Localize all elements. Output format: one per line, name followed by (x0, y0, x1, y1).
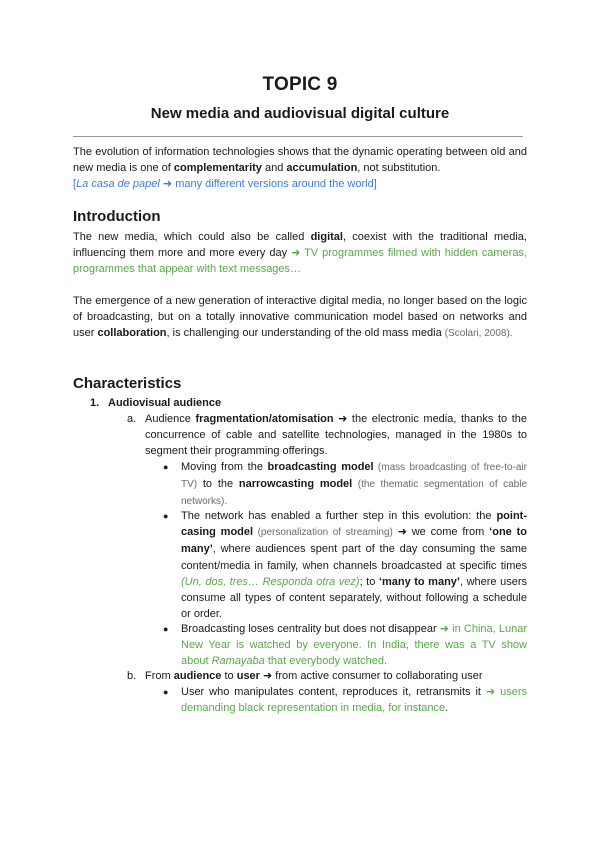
bullet-icon: ● (163, 687, 169, 697)
bold-broadcasting-model: broadcasting model (267, 461, 374, 473)
introduction-paragraph-1 (73, 229, 527, 278)
bullet-text (181, 459, 527, 511)
heading-introduction: Introduction (73, 208, 161, 225)
title-divider (73, 136, 523, 137)
example-bracket: [ (73, 178, 77, 191)
bold-point-casing-model: point-casing model (181, 510, 527, 539)
intro-p2-text: , is challenging our understanding of the old mass media (166, 327, 445, 340)
text: The network has enabled a further step in this evolution: the (181, 510, 497, 522)
intro-p2-bold: collaboration (97, 327, 167, 340)
bold-one-to-many: ‘one to many’ (181, 526, 527, 556)
bullet-icon: ● (163, 511, 169, 521)
text: Moving from the (181, 461, 268, 473)
page-subtitle: New media and audiovisual digital culture (150, 105, 450, 122)
bullet-icon: ● (163, 624, 169, 634)
bold-user: user (236, 670, 260, 682)
aside-text: (the thematic segmentation of cable networks). (181, 479, 528, 508)
example-rest: ➜ many different versions around the world] (159, 178, 377, 191)
text: ➜ the electronic media, thanks to the concurrence of cable and satellite technologies, managed in the 1980s to segment their programming offerings. (145, 413, 527, 458)
text: to the (197, 478, 239, 491)
intro-text: The evolution of information technologies shows that the dynamic operating between old and new media is one of (73, 146, 527, 175)
bullet-icon: ● (163, 462, 169, 472)
intro-paragraph (73, 144, 527, 193)
text: ; to (359, 575, 379, 588)
list-item-label: Audiovisual audience (108, 397, 222, 409)
text: ➜ from active consumer to collaborating user (259, 670, 483, 682)
example-text: that everybody watched. (264, 655, 388, 668)
bold-fragmentation: fragmentation/atomisation (195, 413, 334, 425)
sub-item-b-text (145, 668, 527, 684)
aside-text: (personalization of streaming) (253, 527, 393, 539)
intro-p1-bold: digital (310, 231, 343, 243)
intro-text: , not substitution. (357, 162, 441, 175)
text: , where audiences spent part of the day consuming the same content/media in family, when channels broadcasted at specific times (181, 543, 527, 572)
example-text: (Un, dos, tres… Responda otra vez) (181, 575, 360, 588)
text: From (145, 670, 174, 682)
text: ➜ we come from (392, 526, 490, 539)
text: Audience (145, 413, 196, 425)
text: User who manipulates content, reproduces it, retransmits it (181, 686, 486, 698)
bullet-text (181, 621, 527, 670)
list-marker: 1. (90, 397, 100, 409)
intro-p2-citation: (Scolari, 2008). (444, 328, 513, 340)
introduction-paragraph-2 (73, 293, 527, 343)
sub-marker: b. (127, 670, 137, 682)
example-italic: La casa de papel (76, 178, 160, 191)
text: Broadcasting loses centrality but does not disappear (181, 623, 440, 635)
text: to (221, 670, 237, 682)
intro-example (73, 178, 377, 190)
example-text: ➜ users demanding black representation in media, for instance (181, 686, 528, 715)
sub-marker: a. (127, 413, 137, 425)
aside-text: (mass broadcasting of free-to-air TV) (181, 462, 528, 491)
intro-p1-text: , coexist with the traditional media, influencing them more and more every day (73, 231, 527, 260)
bold-many-to-many: ‘many to many’ (378, 575, 460, 588)
example-text: ➜ in China, Lunar New Year is watched by everyone. In India, there was a TV show about (181, 623, 527, 668)
intro-p2-text: The emergence of a new generation of interactive digital media, no longer based on the logic of broadcasting, but on a totally innovative communication model based on networks and user (73, 295, 527, 340)
page-title: TOPIC 9 (262, 74, 338, 95)
example-italic: Ramayaba (211, 655, 265, 668)
heading-characteristics: Characteristics (73, 375, 182, 392)
bold-narrowcasting-model: narrowcasting model (238, 478, 353, 491)
text: , where users consume all types of content separately, without following a schedule or order. (181, 575, 528, 621)
sub-item-a-text (145, 411, 527, 460)
text: . (445, 702, 449, 715)
bullet-text (181, 508, 527, 622)
intro-bold-complementarity: complementarity (173, 162, 262, 175)
intro-bold-accumulation: accumulation (286, 162, 358, 175)
intro-p1-example: ➜ TV programmes filmed with hidden cameras, programmes that appear with text messages… (73, 247, 527, 276)
intro-p1-text: The new media, which could also be called (73, 231, 311, 243)
bullet-text (181, 684, 527, 716)
intro-text: and (261, 162, 287, 175)
bold-audience: audience (173, 670, 222, 682)
